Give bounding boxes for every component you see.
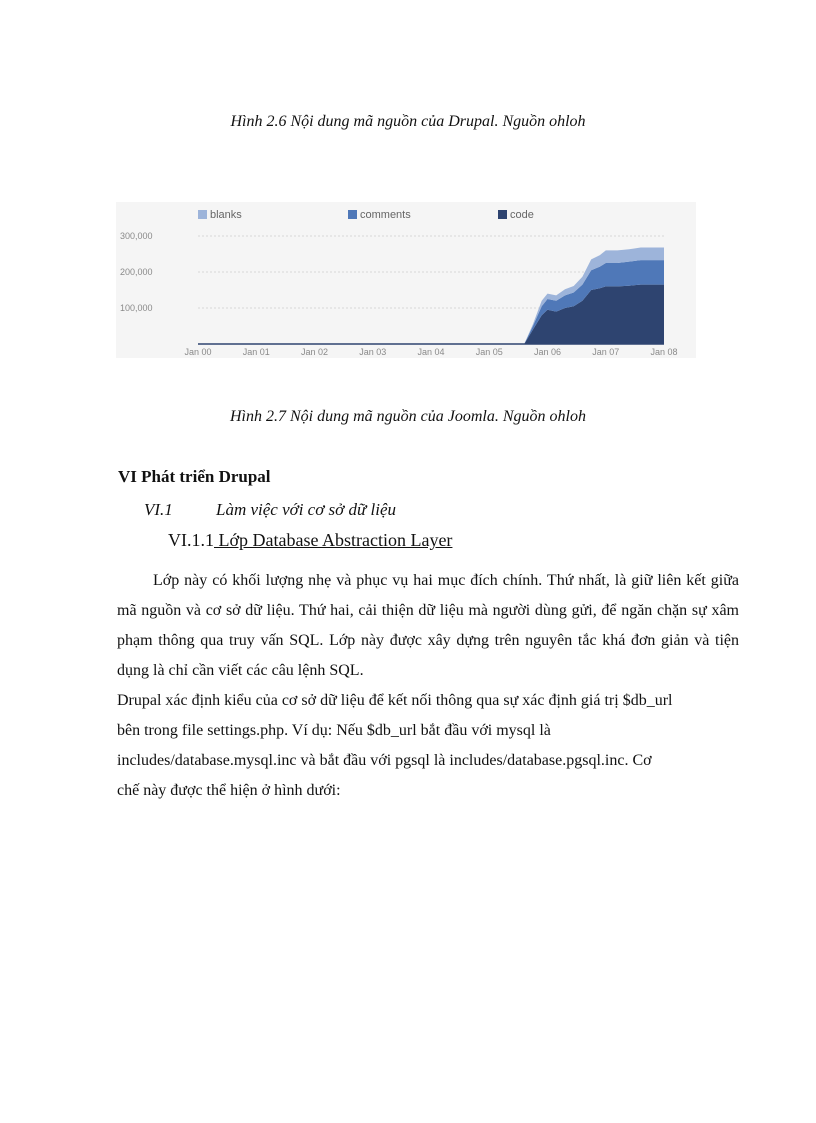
legend-swatch-blanks [198,210,207,219]
x-tick-label: Jan 05 [475,347,503,357]
x-tick-label: Jan 04 [417,347,445,357]
paragraph-db-url [117,686,739,806]
paragraph-line: bên trong file settings.php. Ví dụ: Nếu $db_url bắt đầu với mysql là [117,722,551,739]
subsubsection-number: VI.1.1 [168,530,214,550]
x-tick-label: Jan 07 [592,347,620,357]
legend-label-code: code [510,209,534,221]
legend-label-comments: comments [360,209,411,221]
x-tick-label: Jan 00 [184,347,212,357]
subsection-heading-vi-1 [144,500,396,520]
y-tick-label: 100,000 [120,303,153,313]
x-axis-ticks [184,347,677,357]
paragraph-db-abstraction-intro: Lớp này có khối lượng nhẹ và phục vụ hai mục đích chính. Thứ nhất, là giữ liên kết giữa mã nguồn và cơ sở dữ liệu. Thứ hai, cải thiện dữ liệu mà người dùng gửi, để ngăn chặn sự xâm phạm thông qua truy vấn SQL. Lớp này được xây dựng trên nguyên tắc khá đơn giản và tiện dụng là chỉ cần viết các câu lệnh SQL. [117,572,739,679]
paragraph-line: chế này được thể hiện ở hình dưới: [117,782,341,799]
figure-2-6-caption: Hình 2.6 Nội dung mã nguồn của Drupal. Nguồn ohloh [230,113,586,130]
subsection-title: Làm việc với cơ sở dữ liệu [216,500,397,519]
y-tick-label: 300,000 [120,231,153,241]
legend-label-blanks: blanks [210,209,242,221]
paragraph-line: Drupal xác định kiểu của cơ sở dữ liệu để kết nối thông qua sự xác định giá trị $db_url [117,692,673,709]
x-tick-label: Jan 03 [359,347,387,357]
legend-swatch-comments [348,210,357,219]
section-heading-vi: VI Phát triển Drupal [118,467,271,486]
subsubsection-heading-vi-1-1 [168,530,452,551]
legend-swatch-code [498,210,507,219]
x-tick-label: Jan 08 [650,347,678,357]
paragraph-line: includes/database.mysql.inc và bắt đầu với pgsql là includes/database.pgsql.inc. Cơ [117,752,652,769]
subsubsection-title: Lớp Database Abstraction Layer [214,530,453,550]
figure-2-7-caption: Hình 2.7 Nội dung mã nguồn của Joomla. Nguồn ohloh [230,408,586,425]
joomla-code-area-chart [116,202,696,358]
x-tick-label: Jan 06 [533,347,562,357]
subsection-number: VI.1 [144,500,173,519]
y-tick-label: 200,000 [120,267,153,277]
x-tick-label: Jan 02 [300,347,329,357]
x-tick-label: Jan 01 [242,347,270,357]
